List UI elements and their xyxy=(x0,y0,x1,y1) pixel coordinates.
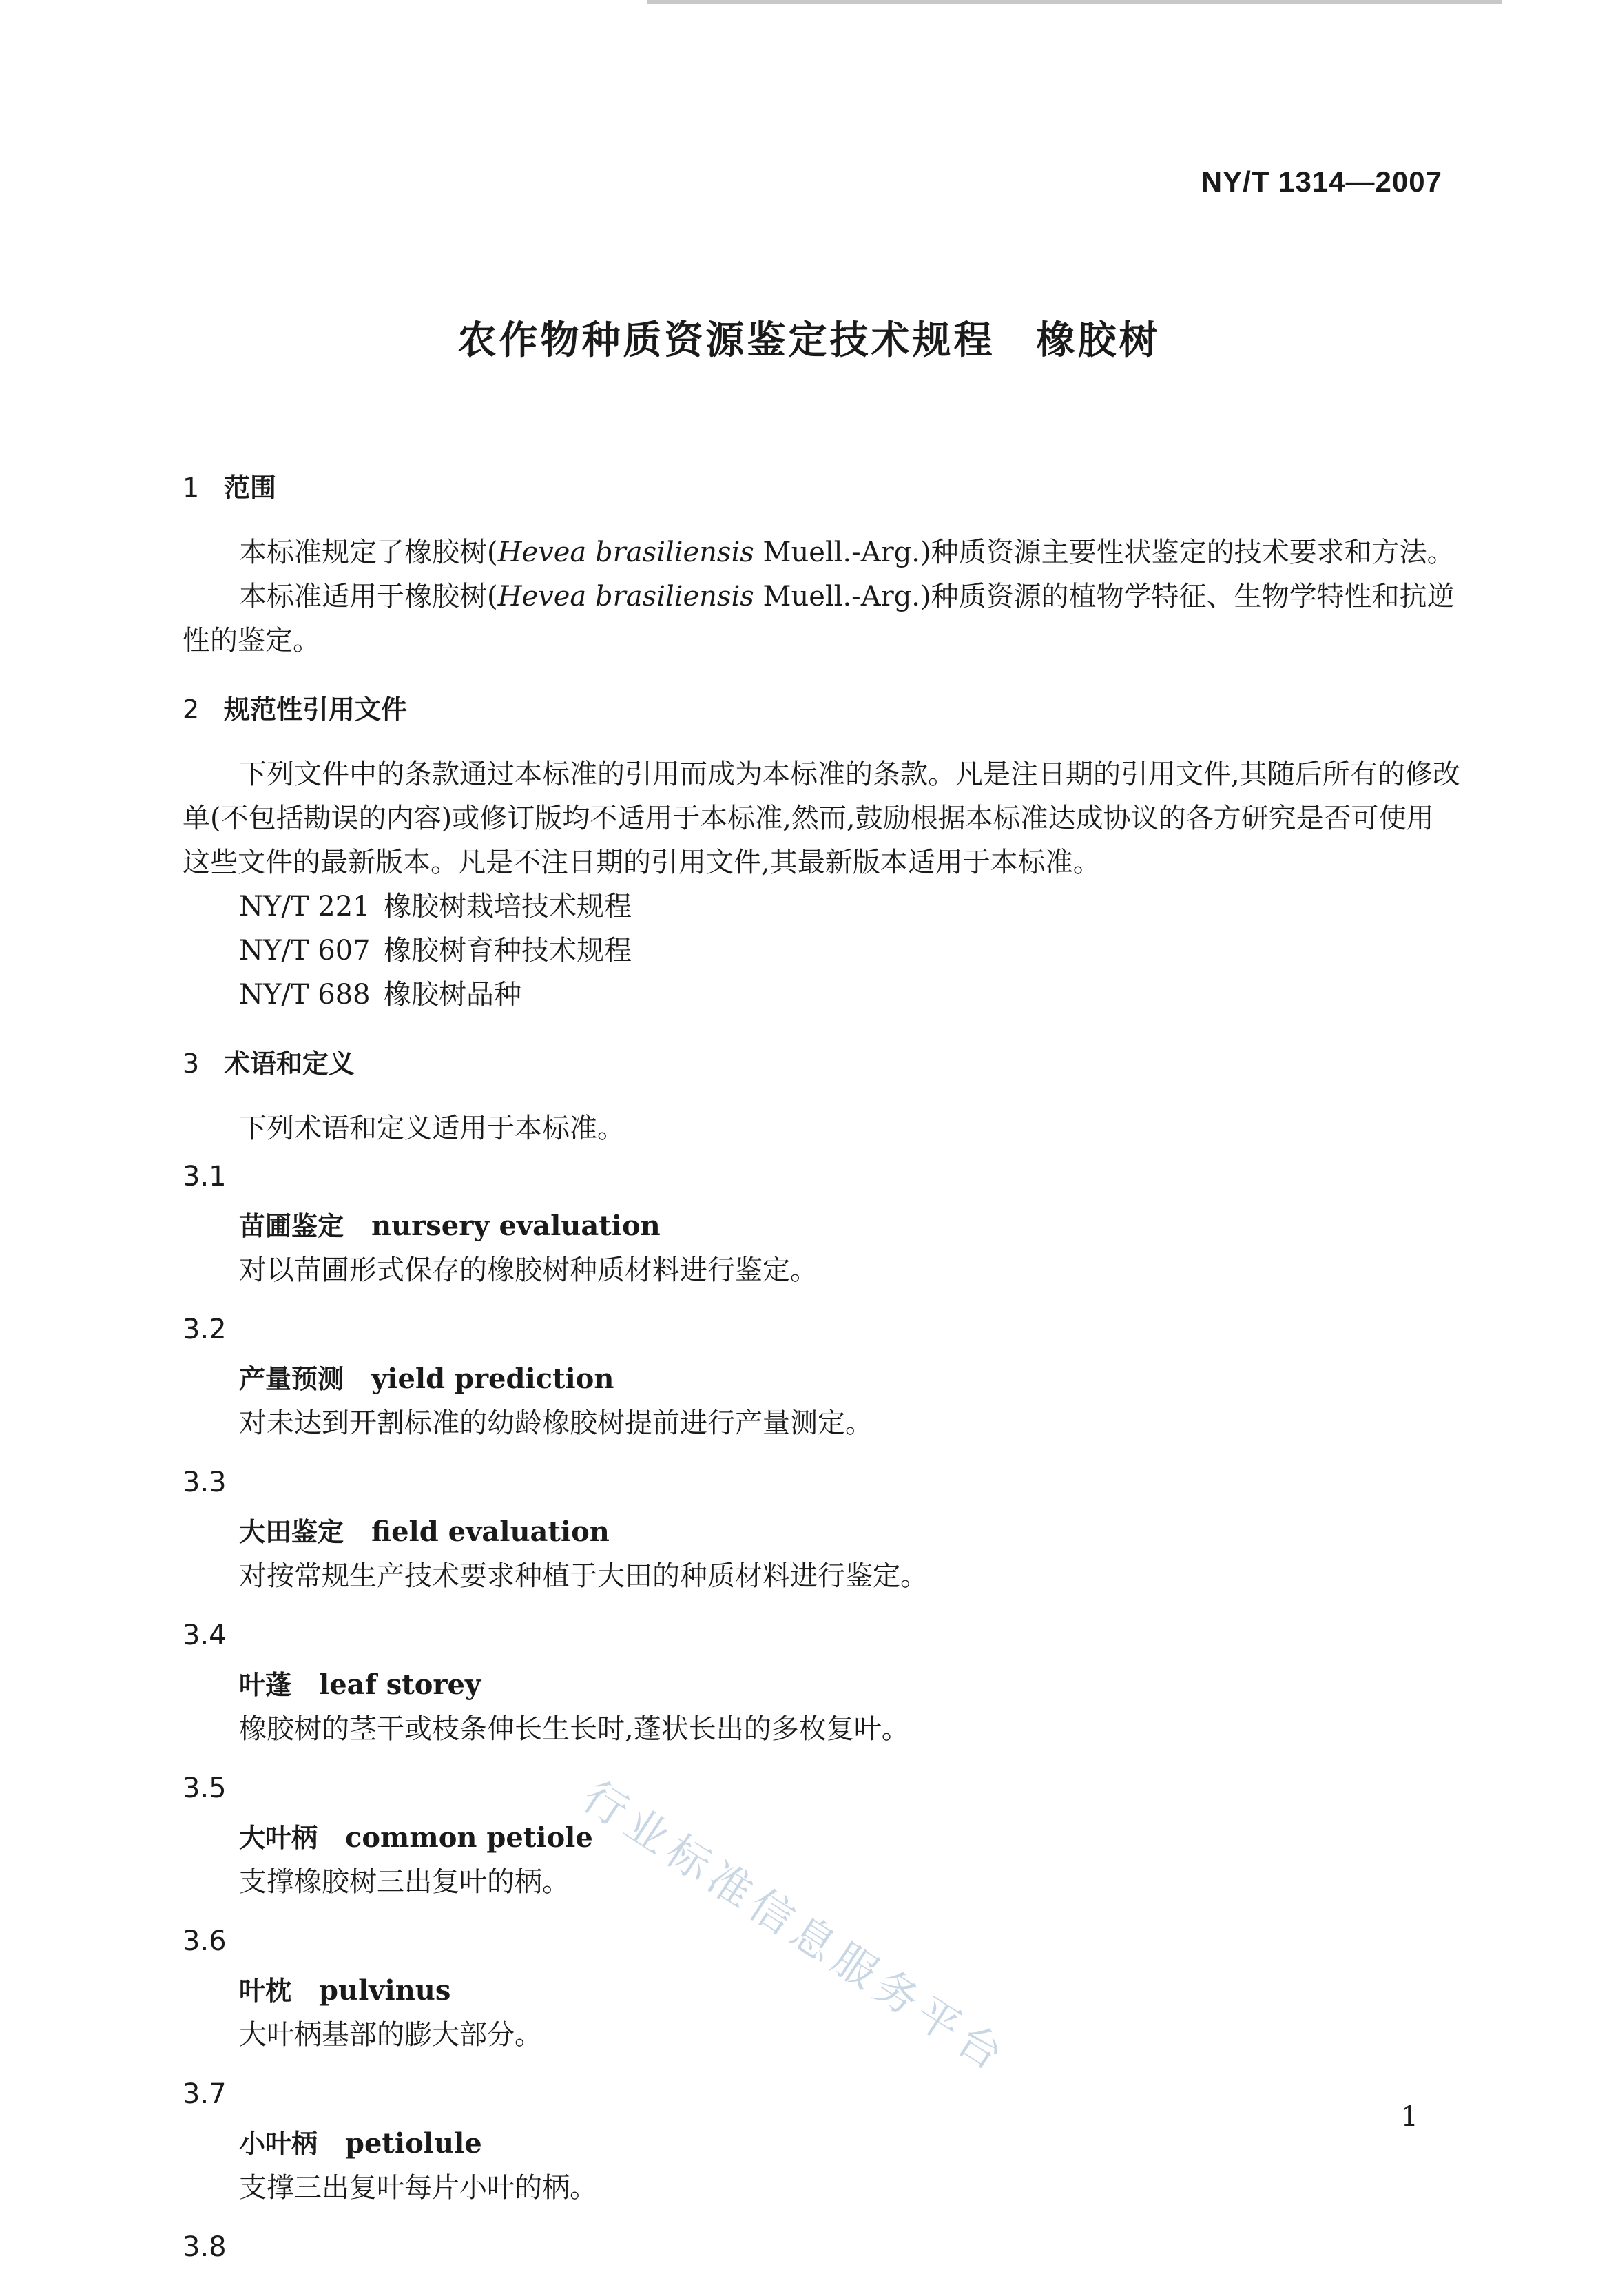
term-title: 大叶柄 common petiole xyxy=(239,1821,593,1854)
term-title: 小叶柄 petiolule xyxy=(239,2127,482,2160)
section-1-heading: 1 范围 xyxy=(183,473,277,503)
term-number: 3.4 xyxy=(183,1620,227,1651)
section-2-paragraph: 下列文件中的条款通过本标准的引用而成为本标准的条款。凡是注日期的引用文件,其随后所有的修改单(不包括勘误的内容)或修订版均不适用于本标准,然而,鼓励根据本标准达成协议的各方研究是否可使用这些文件的最新版本。凡是不注日期的引用文件,其最新版本适用于本标准。 xyxy=(183,758,1460,878)
term-number: 3.7 xyxy=(183,2078,227,2110)
term-number: 3.5 xyxy=(183,1772,227,1804)
term-title: 大田鉴定 field evaluation xyxy=(239,1516,610,1548)
document-body xyxy=(183,441,1460,2275)
term-title: 叶枕 pulvinus xyxy=(239,1974,451,2007)
section-2-heading: 2 规范性引用文件 xyxy=(183,694,408,725)
reference-item: NY/T 607 橡胶树育种技术规程 xyxy=(239,935,632,966)
term-definition: 支撑橡胶树三出复叶的柄。 xyxy=(239,1866,570,1898)
term-number: 3.8 xyxy=(183,2231,227,2263)
document-title xyxy=(0,310,1618,365)
title-crop: 橡胶树 xyxy=(1036,318,1161,363)
term-title: 叶蓬 leaf storey xyxy=(239,1668,481,1701)
term-definition: 对按常规生产技术要求种植于大田的种质材料进行鉴定。 xyxy=(239,1560,928,1592)
term-number: 3.2 xyxy=(183,1314,227,1345)
term-title: 苗圃鉴定 nursery evaluation xyxy=(239,1210,661,1242)
term-definition: 对未达到开割标准的幼龄橡胶树提前进行产量测定。 xyxy=(239,1407,873,1439)
section-1-paragraph-1: 本标准规定了橡胶树(Hevea brasiliensis Muell.-Arg.)种质资源主要性状鉴定的技术要求和方法。 xyxy=(239,537,1455,568)
term-definition: 橡胶树的茎干或枝条伸长生长时,蓬状长出的多枚复叶。 xyxy=(239,1713,909,1745)
section-3-intro: 下列术语和定义适用于本标准。 xyxy=(239,1113,625,1144)
standard-code: NY/T 1314—2007 xyxy=(1201,165,1442,198)
title-main: 农作物种质资源鉴定技术规程 xyxy=(457,318,995,363)
term-definition: 支撑三出复叶每片小叶的柄。 xyxy=(239,2172,597,2204)
term-title: 产量预测 yield prediction xyxy=(239,1363,614,1395)
top-scan-line xyxy=(647,0,1502,4)
page-number: 1 xyxy=(1400,2101,1418,2133)
section-3-heading: 3 术语和定义 xyxy=(183,1048,355,1079)
watermark: 行业标准信息服务平台 xyxy=(574,1770,1017,2084)
reference-item: NY/T 221 橡胶树栽培技术规程 xyxy=(239,891,632,922)
term-number: 3.1 xyxy=(183,1161,227,1192)
term-definition: 对以苗圃形式保存的橡胶树种质材料进行鉴定。 xyxy=(239,1254,818,1286)
section-1-paragraph-2: 本标准适用于橡胶树(Hevea brasiliensis Muell.-Arg.)种质资源的植物学特征、生物学特性和抗逆性的鉴定。 xyxy=(183,581,1455,656)
term-number: 3.6 xyxy=(183,1925,227,1957)
reference-item: NY/T 688 橡胶树品种 xyxy=(239,979,521,1011)
term-number: 3.3 xyxy=(183,1467,227,1498)
term-definition: 大叶柄基部的膨大部分。 xyxy=(239,2019,542,2051)
